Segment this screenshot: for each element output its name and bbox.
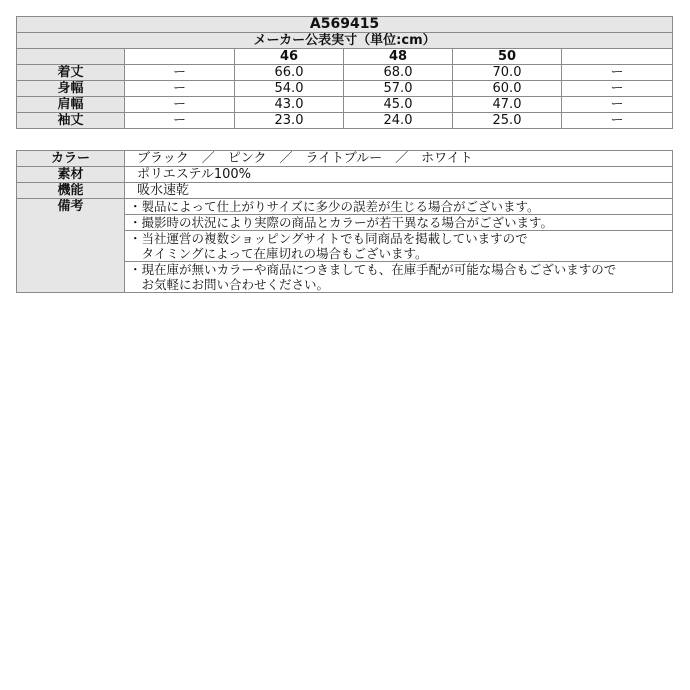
spec-table [16,150,673,293]
note-line: タイミングによって在庫切れの場合もございます。 [129,246,428,261]
note-item [125,262,673,293]
size-table-title: メーカー公表実寸（単位:cm） [17,33,673,49]
note-item [125,231,673,262]
note-line: ・当社運営の複数ショッピングサイトでも同商品を掲載していますので [129,231,528,246]
size-header: 46 [235,49,344,65]
table-cell: ー [562,81,673,97]
size-table [16,16,673,129]
note-line: お気軽にお問い合わせください。 [129,277,330,292]
note-item [125,215,673,231]
table-cell: 70.0 [453,65,562,81]
note-line: ・製品によって仕上がりサイズに多少の誤差が生じる場合がございます。 [129,199,540,214]
table-row [17,97,673,113]
size-header [562,49,673,65]
table-cell: 47.0 [453,97,562,113]
notes-label: 備考 [17,199,125,293]
table-cell: ー [562,65,673,81]
note-line: ・現在庫が無いカラーや商品につきましても、在庫手配が可能な場合もございますので [129,262,617,277]
table-cell: 24.0 [344,113,453,129]
color-value: ブラック ／ ピンク ／ ライトブルー ／ ホワイト [125,151,673,167]
table-cell: 66.0 [235,65,344,81]
table-cell: ー [562,97,673,113]
table-cell: 45.0 [344,97,453,113]
table-cell: ー [125,97,235,113]
table-cell: 23.0 [235,113,344,129]
row-label-sleeve: 袖丈 [17,113,125,129]
table-cell: ー [125,65,235,81]
size-header-corner [17,49,125,65]
size-header [125,49,235,65]
table-cell: 60.0 [453,81,562,97]
row-label-width: 身幅 [17,81,125,97]
product-code: A569415 [17,17,673,33]
table-cell: 43.0 [235,97,344,113]
table-row [17,65,673,81]
row-label-length: 着丈 [17,65,125,81]
size-header: 50 [453,49,562,65]
table-cell: ー [125,81,235,97]
size-header: 48 [344,49,453,65]
material-value: ポリエステル100% [125,167,673,183]
table-cell: ー [562,113,673,129]
note-item [125,199,673,215]
color-label: カラー [17,151,125,167]
table-cell: 54.0 [235,81,344,97]
table-cell: 25.0 [453,113,562,129]
material-label: 素材 [17,167,125,183]
note-line: ・撮影時の状況により実際の商品とカラーが若干異なる場合がございます。 [129,215,554,230]
row-label-shoulder: 肩幅 [17,97,125,113]
table-row [17,113,673,129]
table-cell: ー [125,113,235,129]
table-cell: 57.0 [344,81,453,97]
function-label: 機能 [17,183,125,199]
table-row [17,81,673,97]
function-value: 吸水速乾 [125,183,673,199]
table-cell: 68.0 [344,65,453,81]
